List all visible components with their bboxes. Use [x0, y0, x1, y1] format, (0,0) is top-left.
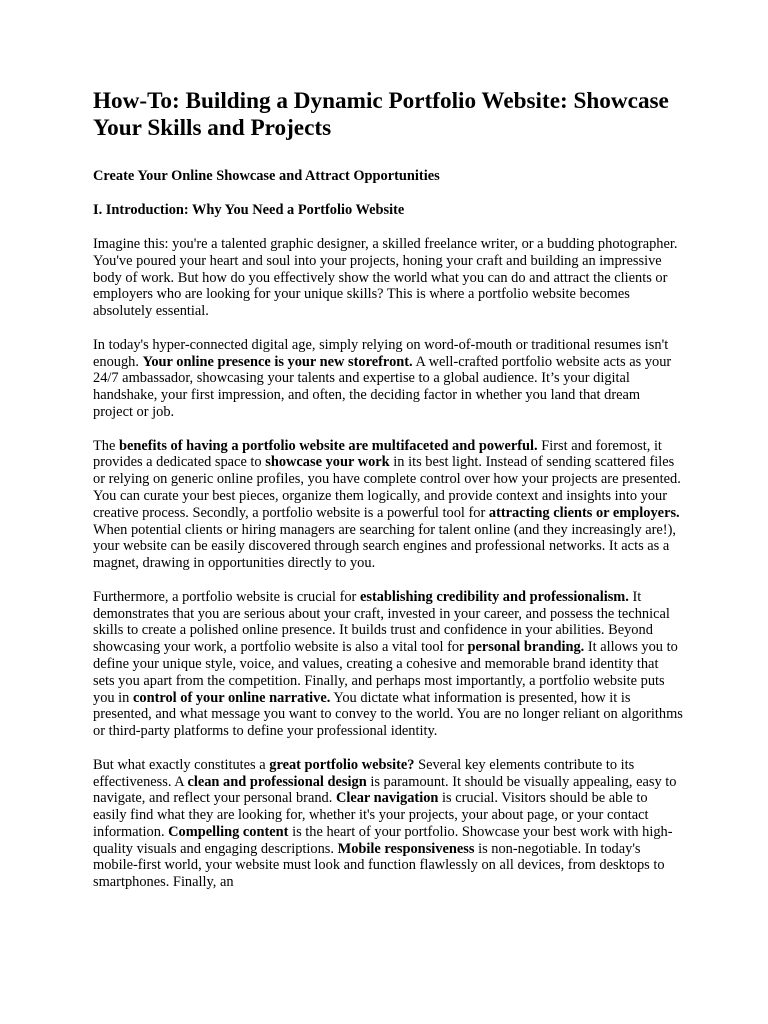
bold-text: attracting clients or employers.: [488, 504, 680, 521]
bold-text: showcase your work: [265, 454, 390, 471]
text-run: A well-crafted portfolio website acts as your 24/7 ambassador, showcasing your talents and expertise to a global audience. It’s your digital handshake, your first impression, and often, the deciding factor in whether you land that dream project or job.: [93, 353, 672, 420]
text-run: In today's hyper-connected digital age, simply relying on word-of-mouth or traditional resumes isn't enough.: [93, 336, 669, 370]
bold-text: Compelling content: [168, 823, 289, 840]
text-run: is crucial. Visitors should be able to easily find what they are looking for, whether it's your projects, your about page, or your contact information.: [93, 790, 649, 840]
paragraph: [93, 757, 683, 891]
text-run: The: [93, 437, 119, 454]
bold-text: Clear navigation: [335, 790, 439, 807]
bold-text: Your online presence is your new storefront.: [142, 353, 413, 370]
text-run: It allows you to define your unique style, voice, and values, creating a cohesive and memorable brand identity that sets you apart from the competition. Finally, and perhaps most importantly, a portfolio website puts you in: [93, 639, 678, 706]
section-heading: I. Introduction: Why You Need a Portfolio Website: [93, 202, 405, 218]
paragraph: [93, 236, 683, 320]
document-page: [93, 88, 683, 891]
text-run: is paramount. It should be visually appealing, easy to navigate, and reflect your personal brand.: [93, 773, 677, 807]
document-title: How-To: Building a Dynamic Portfolio Website: Showcase Your Skills and Projects: [93, 88, 669, 141]
text-run: You dictate what information is presented, how it is presented, and what message you want to convey to the world. You are no longer reliant on algorithms or third-party platforms to define your professional identity.: [93, 689, 683, 740]
document-subtitle: Create Your Online Showcase and Attract Opportunities: [93, 168, 440, 184]
paragraph: [93, 337, 683, 421]
bold-text: control of your online narrative.: [132, 689, 331, 706]
text-run: First and foremost, it provides a dedicated space to: [93, 437, 662, 471]
text-run: It demonstrates that you are serious about your craft, invested in your career, and possess the technical skills to create a polished online presence. It builds trust and confidence in your abilities. Beyond showcasing your work, a portfolio website is also a vital tool for: [93, 588, 670, 656]
bold-text: great portfolio website?: [269, 756, 415, 773]
text-run: But what exactly constitutes a: [93, 756, 270, 773]
text-run: is the heart of your portfolio. Showcase your best work with high-quality visuals and engaging descriptions.: [93, 823, 673, 857]
bold-text: personal branding.: [467, 639, 585, 656]
bold-text: Mobile responsiveness: [337, 840, 475, 857]
paragraph: [93, 589, 683, 740]
text-run: is non-negotiable. In today's mobile-first world, your website must look and function flawlessly on all devices, from desktops to smartphones. Finally, an: [93, 840, 665, 891]
text-run: When potential clients or hiring managers are searching for talent online (and they increasingly are!), your website can be easily discovered through search engines and professional networks. It acts as a magnet, drawing in opportunities directly to you.: [93, 521, 676, 572]
text-run: Several key elements contribute to its effectiveness. A: [93, 756, 635, 790]
bold-text: establishing credibility and professionalism.: [359, 588, 629, 605]
text-run: in its best light. Instead of sending scattered files or relying on generic online profiles, you have complete control over how your projects are presented. You can curate your best pieces, organize them logically, and provide context and insights into your creative process. Secondly, a portfolio website is a powerful tool for: [93, 454, 681, 521]
bold-text: clean and professional design: [187, 773, 367, 790]
text-run: Imagine this: you're a talented graphic designer, a skilled freelance writer, or a budding photographer. You've poured your heart and soul into your projects, honing your craft and building an impressive body of work. But how do you effectively show the world what you can do and attract the clients or employers who are looking for your unique skills? This is where a portfolio website becomes absolutely essential.: [93, 236, 678, 320]
text-run: Furthermore, a portfolio website is crucial for: [93, 588, 360, 605]
paragraph: [93, 438, 683, 572]
bold-text: benefits of having a portfolio website are multifaceted and powerful.: [118, 437, 538, 454]
